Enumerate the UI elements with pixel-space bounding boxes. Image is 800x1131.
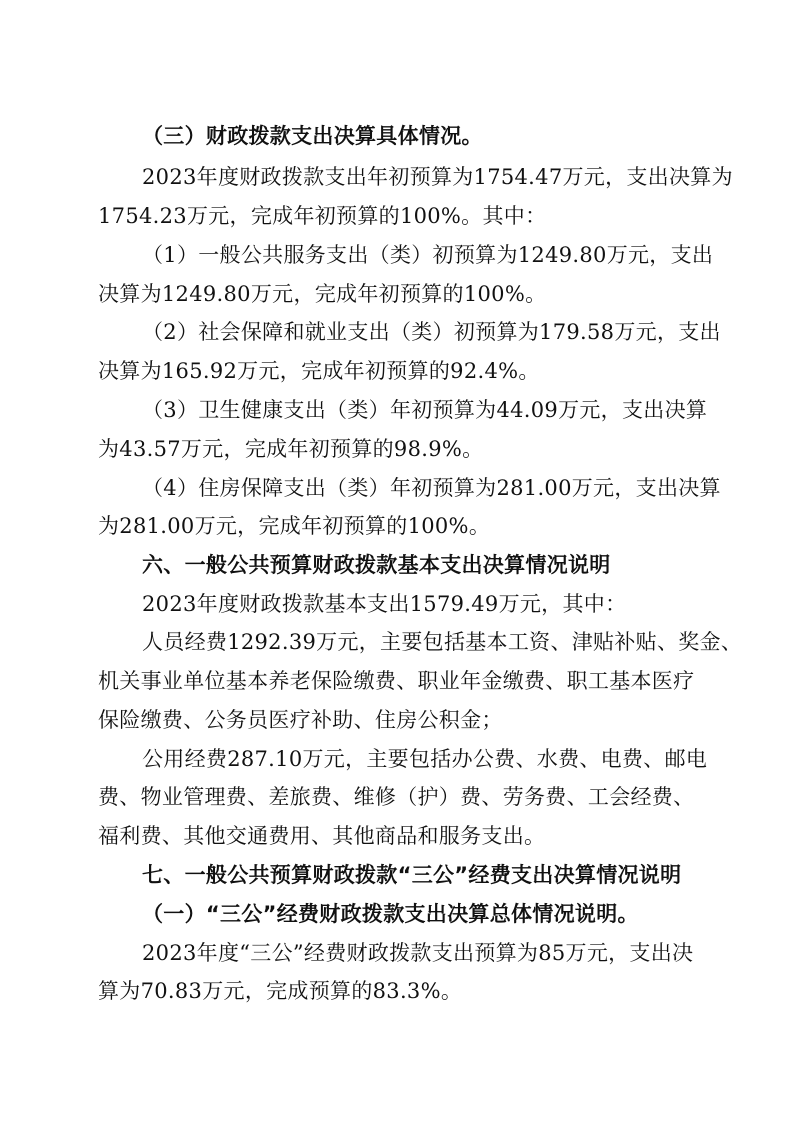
paragraph-line: 2023年度财政拨款基本支出1579.49万元，其中： [142,592,627,616]
paragraph-line: （4）住房保障支出（类）年初预算为281.00万元，支出决算 [142,476,721,500]
subsection-heading-overview: （一）“三公”经费财政拨款支出决算总体情况说明。 [142,902,639,926]
paragraph-line: 为43.57万元，完成年初预算的98.9%。 [98,437,484,461]
paragraph-line: 公用经费287.10万元，主要包括办公费、水费、电费、邮电 [142,747,708,771]
paragraph-line: 费、物业管理费、差旅费、维修（护）费、劳务费、工会经费、 [98,785,695,809]
paragraph-line: 2023年度财政拨款支出年初预算为1754.47万元，支出决算为 [142,165,733,189]
section-heading-three-public: 七、一般公共预算财政拨款“三公”经费支出决算情况说明 [142,863,682,887]
paragraph-line: 算为70.83万元，完成预算的83.3%。 [98,979,463,1003]
paragraph-line: （2）社会保障和就业支出（类）初预算为179.58万元，支出 [142,320,721,344]
paragraph-line: 机关事业单位基本养老保险缴费、职业年金缴费、职工基本医疗 [98,669,695,693]
paragraph-line: 人员经费1292.39万元，主要包括基本工资、津贴补贴、奖金、 [142,630,743,654]
paragraph-line: （1）一般公共服务支出（类）初预算为1249.80万元，支出 [142,243,714,267]
paragraph-line: 福利费、其他交通费用、其他商品和服务支出。 [98,824,546,848]
paragraph-line: 决算为165.92万元，完成年初预算的92.4%。 [98,359,540,383]
paragraph-line: 为281.00万元，完成年初预算的100%。 [98,514,491,538]
paragraph-line: 2023年度“三公”经费财政拨款支出预算为85万元，支出决 [142,941,694,965]
section-heading-basic-expenditure: 六、一般公共预算财政拨款基本支出决算情况说明 [142,553,611,577]
paragraph-line: 保险缴费、公务员医疗补助、住房公积金； [98,708,503,732]
section-heading-fiscal-detail: （三）财政拨款支出决算具体情况。 [142,124,483,148]
paragraph-line: 1754.23万元，完成年初预算的100%。其中： [98,204,547,228]
paragraph-line: 决算为1249.80万元，完成年初预算的100%。 [98,282,547,306]
paragraph-line: （3）卫生健康支出（类）年初预算为44.09万元，支出决算 [142,398,708,422]
